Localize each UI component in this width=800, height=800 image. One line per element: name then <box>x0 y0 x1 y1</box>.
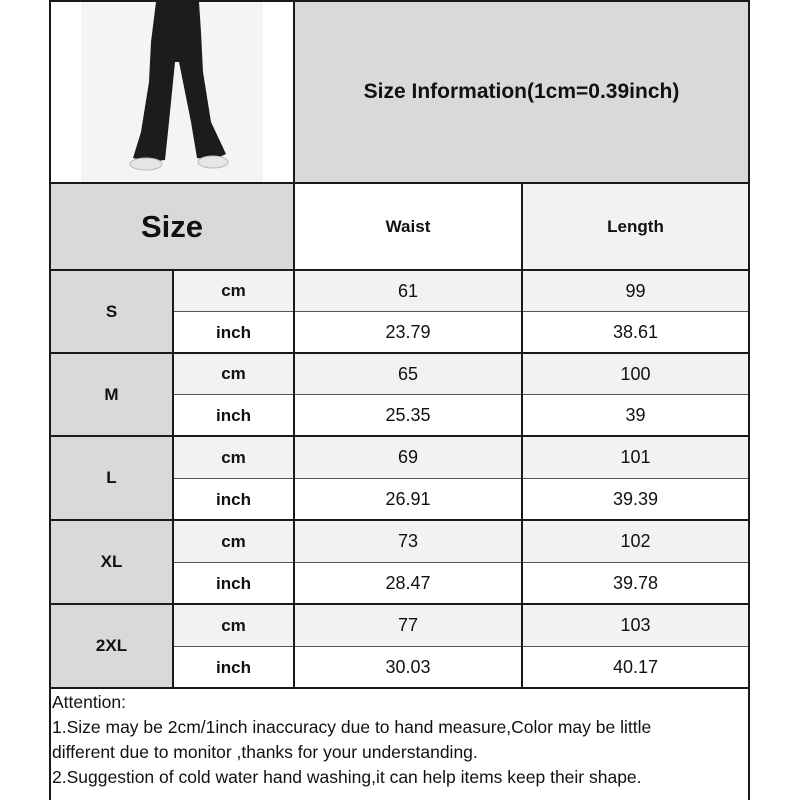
page-title: Size Information(1cm=0.39inch) <box>363 80 680 103</box>
notes-line-3: 2.Suggestion of cold water hand washing,it can help items keep their shape. <box>52 767 642 787</box>
unit-cell: inch <box>174 564 293 603</box>
unit-cell: inch <box>174 648 293 687</box>
length-header-cell <box>523 184 748 269</box>
waist-cm-s: 61 <box>295 271 521 311</box>
waist-cm-l: 69 <box>295 437 521 478</box>
unit-cell: inch <box>174 480 293 519</box>
unit-cell: inch <box>174 313 293 352</box>
waist-inch-xl: 28.47 <box>295 564 521 603</box>
length-cm-s: 99 <box>523 271 748 311</box>
length-cm-l: 101 <box>523 437 748 478</box>
unit-cell: cm <box>174 271 293 311</box>
waist-header-cell <box>295 184 521 269</box>
unit-cell: cm <box>174 521 293 562</box>
waist-header-label: Waist <box>385 216 431 236</box>
size-header-label: Size <box>140 208 204 244</box>
unit-cell: cm <box>174 605 293 646</box>
title-cell <box>295 2 748 182</box>
length-inch-2xl: 40.17 <box>523 648 748 687</box>
waist-inch-m: 25.35 <box>295 396 521 435</box>
attention-notes <box>52 690 748 790</box>
length-cm-xl: 102 <box>523 521 748 562</box>
length-header-label: Length <box>607 216 664 236</box>
unit-cell: inch <box>174 396 293 435</box>
unit-cell: cm <box>174 437 293 478</box>
size-cell-s: S <box>51 271 172 352</box>
length-inch-s: 38.61 <box>523 313 748 352</box>
waist-cm-m: 65 <box>295 354 521 394</box>
length-inch-l: 39.39 <box>523 480 748 519</box>
length-cm-m: 100 <box>523 354 748 394</box>
size-cell-2xl: 2XL <box>51 605 172 687</box>
size-header-cell <box>51 184 293 269</box>
size-cell-xl: XL <box>51 521 172 603</box>
product-image-cell <box>51 2 293 182</box>
length-inch-m: 39 <box>523 396 748 435</box>
unit-cell: cm <box>174 354 293 394</box>
waist-inch-l: 26.91 <box>295 480 521 519</box>
size-cell-l: L <box>51 437 172 519</box>
waist-cm-2xl: 77 <box>295 605 521 646</box>
notes-heading: Attention: <box>52 692 126 712</box>
notes-line-1: 1.Size may be 2cm/1inch inaccuracy due to hand measure,Color may be little <box>52 717 652 737</box>
waist-inch-2xl: 30.03 <box>295 648 521 687</box>
notes-line-2: different due to monitor ,thanks for your understanding. <box>52 742 478 762</box>
waist-inch-s: 23.79 <box>295 313 521 352</box>
size-cell-m: M <box>51 354 172 435</box>
waist-cm-xl: 73 <box>295 521 521 562</box>
length-cm-2xl: 103 <box>523 605 748 646</box>
product-photo <box>51 2 293 182</box>
length-inch-xl: 39.78 <box>523 564 748 603</box>
